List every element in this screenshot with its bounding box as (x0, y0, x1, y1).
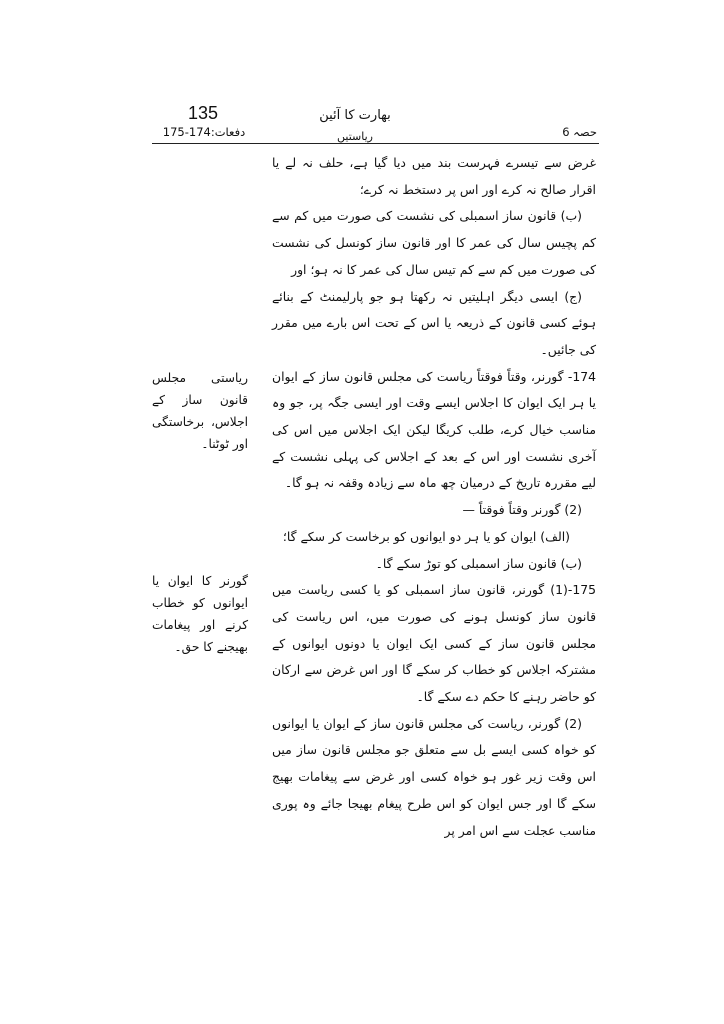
article-175: 175-(1) گورنر، قانون ساز اسمبلی کو یا کسی ریاست میں قانون ساز کونسل ہونے کی صورت میں، اس ریاست کی مجلس قانون ساز کے کسی ایک ایوان یا دونوں ایوانوں کے مشترکہ اجلاس کو خطاب کر سکے گا اور اس غرض سے ارکان کو حاضر رہنے کا حکم دے سکے گا۔ (272, 582, 596, 705)
page-number: 135 (187, 103, 219, 123)
section-title: ریاستیں (337, 130, 373, 143)
sub-clause-a: (الف) ایوان کو یا ہر دو ایوانوں کو برخاست کر سکے گا؛ (282, 528, 570, 544)
article-175-clause-2: (2) گورنر، ریاست کی مجلس قانون ساز کے ایوان یا ایوانوں کو خواہ کسی ایسے بل سے متعلق جو مجلس قانون ساز میں اس وقت زیر غور ہو خواہ کسی اور غرض سے پیغامات بھیج سکے گا اور جس ایوان کو اس طرح پیغام بھیجا جائے وہ پوری مناسب عجلت سے اس امر پر (272, 715, 596, 838)
margin-note-175: گورنر کا ایوان یا ایوانوں کو خطاب کرنے اور پیغامات بھیجنے کا حق۔ (152, 574, 248, 654)
article-174-clause-2: (2) گورنر وقتاً فوقتاً — (462, 502, 582, 518)
paragraph: غرض سے تیسرے فہرست بند میں دیا گیا ہے، حلف نہ لے یا اقرار صالح نہ کرے اور اس پر دستخط نہ کرے؛ (272, 155, 596, 197)
main-text-column (272, 150, 596, 844)
sub-clause-b: (ب) قانون ساز اسمبلی کو توڑ سکے گا۔ (375, 555, 582, 571)
margin-note-174: ریاستی مجلس قانون ساز کے اجلاس، برخاستگی اور ٹوٹنا۔ (152, 371, 248, 451)
article-174: 174- گورنر، وقتاً فوقتاً ریاست کی مجلس قانون ساز کے ایوان یا ہر ایک ایوان کا اجلاس ایسے وقت اور ایسی جگہ پر، جو وہ مناسب خیال کرے، طلب کریگا لیکن ایک اجلاس میں اس کی آخری نشست اور اس کے بعد کے اجلاس کی پہلی نشست کے لیے مقررہ تاریخ کے درمیان چھ ماہ سے زیادہ وقفہ نہ ہو گا۔ (272, 368, 596, 491)
clause-c: (ج) ایسی دیگر اہلیتیں نہ رکھتا ہو جو پارلیمنٹ کے بنائے ہوئے کسی قانون کے ذریعہ یا اس کے تحت اس بارے میں مقرر کی جائیں۔ (272, 288, 596, 357)
header-divider (152, 143, 599, 144)
part-label: حصہ 6 (562, 125, 597, 139)
clause-b: (ب) قانون ساز اسمبلی کی نشست کی صورت میں کم سے کم پچیس سال کی عمر کا اور قانون ساز کونسل کی نشست کی صورت میں کم سے کم تیس سال کی عمر کا نہ ہو؛ اور (272, 208, 596, 277)
articles-range: دفعات:174-175 (162, 125, 246, 139)
book-title: بھارت کا آئین (319, 108, 391, 123)
